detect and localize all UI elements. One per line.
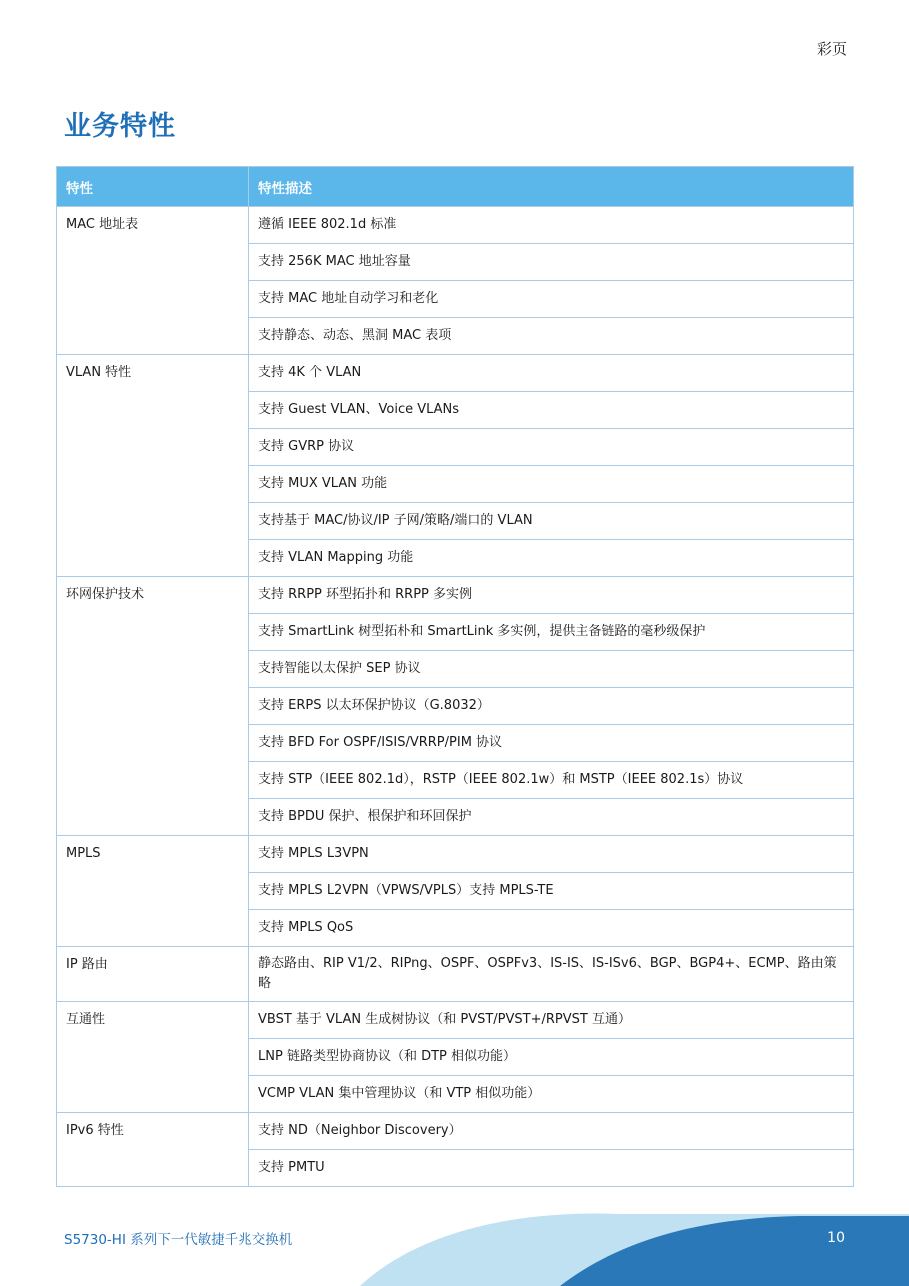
feature-description: 支持 VLAN Mapping 功能 — [249, 540, 854, 577]
table-header-row — [57, 167, 854, 207]
page-number: 10 — [827, 1230, 845, 1246]
page-footer — [0, 1210, 909, 1286]
feature-category: VLAN 特性 — [57, 355, 249, 577]
feature-description: 支持静态、动态、黑洞 MAC 表项 — [249, 318, 854, 355]
footer-product-title: S5730-HI 系列下一代敏捷千兆交换机 — [64, 1232, 293, 1248]
table-row — [57, 947, 854, 1002]
feature-description: VBST 基于 VLAN 生成树协议（和 PVST/PVST+/RPVST 互通） — [249, 1002, 854, 1039]
page-header-label: 彩页 — [816, 40, 847, 58]
feature-description: 支持 PMTU — [249, 1150, 854, 1187]
feature-category: 环网保护技术 — [57, 577, 249, 836]
feature-description: 支持 MPLS L2VPN（VPWS/VPLS）支持 MPLS-TE — [249, 873, 854, 910]
column-header-feature: 特性 — [57, 167, 249, 207]
section-title: 业务特性 — [64, 111, 176, 142]
table-row — [57, 836, 854, 873]
feature-description: LNP 链路类型协商协议（和 DTP 相似功能） — [249, 1039, 854, 1076]
feature-description: 遵循 IEEE 802.1d 标准 — [249, 207, 854, 244]
footer-wave-decoration — [0, 1210, 909, 1286]
feature-description: 支持 256K MAC 地址容量 — [249, 244, 854, 281]
feature-category: IPv6 特性 — [57, 1113, 249, 1187]
column-header-description: 特性描述 — [249, 167, 854, 207]
table-row — [57, 355, 854, 392]
feature-description: 支持 MAC 地址自动学习和老化 — [249, 281, 854, 318]
feature-category: IP 路由 — [57, 947, 249, 1002]
feature-description: 支持 SmartLink 树型拓朴和 SmartLink 多实例，提供主备链路的毫秒级保护 — [249, 614, 854, 651]
feature-description: 支持 MPLS QoS — [249, 910, 854, 947]
feature-description: 支持 ND（Neighbor Discovery） — [249, 1113, 854, 1150]
feature-description: 支持 MUX VLAN 功能 — [249, 466, 854, 503]
table-row — [57, 207, 854, 244]
feature-description: 静态路由、RIP V1/2、RIPng、OSPF、OSPFv3、IS-IS、IS-ISv6、BGP、BGP4+、ECMP、路由策略 — [249, 947, 854, 1002]
feature-description: VCMP VLAN 集中管理协议（和 VTP 相似功能） — [249, 1076, 854, 1113]
feature-description: 支持 GVRP 协议 — [249, 429, 854, 466]
table-row — [57, 577, 854, 614]
feature-table — [56, 166, 854, 1187]
feature-description: 支持 RRPP 环型拓扑和 RRPP 多实例 — [249, 577, 854, 614]
table-row — [57, 1002, 854, 1039]
feature-description: 支持 MPLS L3VPN — [249, 836, 854, 873]
table-body — [57, 207, 854, 1187]
feature-category: MAC 地址表 — [57, 207, 249, 355]
feature-description: 支持 4K 个 VLAN — [249, 355, 854, 392]
table-row — [57, 1113, 854, 1150]
feature-description: 支持 STP（IEEE 802.1d），RSTP（IEEE 802.1w）和 MSTP（IEEE 802.1s）协议 — [249, 762, 854, 799]
feature-category: 互通性 — [57, 1002, 249, 1113]
feature-description: 支持 BPDU 保护、根保护和环回保护 — [249, 799, 854, 836]
feature-description: 支持 Guest VLAN、Voice VLANs — [249, 392, 854, 429]
feature-description: 支持 BFD For OSPF/ISIS/VRRP/PIM 协议 — [249, 725, 854, 762]
feature-description: 支持智能以太保护 SEP 协议 — [249, 651, 854, 688]
feature-description: 支持基于 MAC/协议/IP 子网/策略/端口的 VLAN — [249, 503, 854, 540]
feature-description: 支持 ERPS 以太环保护协议（G.8032） — [249, 688, 854, 725]
feature-category: MPLS — [57, 836, 249, 947]
